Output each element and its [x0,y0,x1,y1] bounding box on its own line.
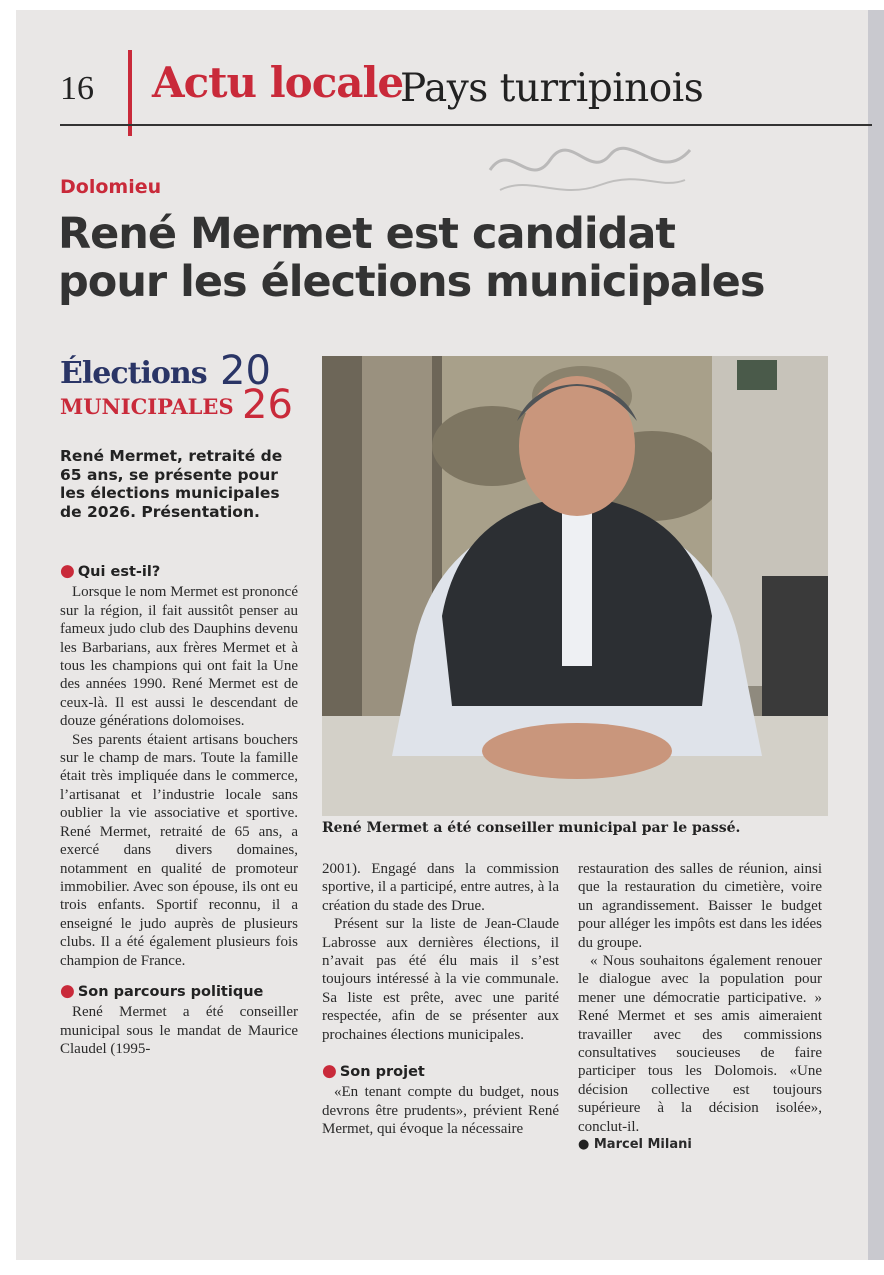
header-rule [60,124,872,126]
paragraph: restauration des salles de réunion, ainsi que la restauration du cimetière, voire un agrandissement. Baisser le budget pour alléger les impôts est dans les idées du groupe. [578,861,822,951]
bullet-icon: ● [578,1137,590,1153]
subheading-qui-est-il: ● Qui est-il? [60,561,161,581]
section-region: Pays turripinois [400,66,704,111]
paragraph: « Nous souhaitons également renouer le dialogue avec la population pour mener une démocratie participative. » René Mermet et ses amis aimeraient travailler avec des commissions consultatives soucieuses de faire participer tous les Dolomois. «Une décision collective est toujours supérieure à la décision isolée», conclut-il. [578,953,822,1135]
subheading-parcours-politique: ● Son parcours politique [60,980,264,1001]
headline-line-1: René Mermet est candidat [58,209,675,259]
bullet-icon: ● [322,1061,337,1082]
headline-line-2: pour les élections municipales [58,257,765,307]
article-column-1 [60,550,298,1059]
article-photo [322,356,828,816]
bullet-icon: ● [60,561,75,581]
subheading-son-projet: ● Son projet [322,1061,425,1082]
page-number: 16 [60,70,94,107]
paragraph: René Mermet a été conseiller municipal sous le mandat de Maurice Claudel (1995- [60,1004,298,1058]
article-lead: René Mermet, retraité de 65 ans, se présente pour les élections municipales de 2026. Présentation. [60,447,283,521]
paragraph: «En tenant compte du budget, nous devrons être prudents», prévient René Mermet, qui évoque la nécessaire [322,1084,559,1138]
article-column-2 [322,860,559,1139]
scan-right-edge [868,10,884,1260]
logo-municipales: MUNICIPALES [60,394,234,419]
paragraph: Ses parents étaient artisans bouchers sur le champ de mars. Toute la famille était très impliquée dans le commerce, l’artisanat et l’industrie locale sans oublier la vie associative et sportive. René Mermet, retraité de 65 ans, a exercé dans divers domaines, notamment en qualité de promoteur immobilier. Avec son épouse, ils ont eu trois enfants. Sportif reconnu, il a enseigné le judo auprès de plusieurs clubs. Il a été également plusieurs fois champion de France. [60,731,298,969]
author-signature: ● Marcel Milani [578,1137,692,1153]
logo-year-bottom: 26 [242,382,293,428]
article-kicker: Dolomieu [60,176,162,198]
section-rubric: Actu locale [152,58,404,107]
article-column-3 [578,860,822,1155]
logo-year-top: 20 [220,348,271,394]
scan-top-margin [16,0,884,10]
article-headline [58,210,798,306]
paragraph: 2001). Engagé dans la commission sportive, il a participé, entre autres, à la création du stade des Drue. [322,861,559,914]
handwritten-annotation [470,130,710,210]
bullet-icon: ● [60,980,75,1001]
elections-logo [60,348,310,428]
photo-caption: René Mermet a été conseiller municipal par le passé. [322,820,741,836]
logo-elections: Élections [60,356,207,391]
paragraph: Lorsque le nom Mermet est prononcé sur la région, il fait aussitôt penser au fameux judo club des Dauphins devenu les Barbarians, aux frères Mermet et à tous les champions qui ont fait la Une des années 1990. René Mermet est de ceux-là. Il est aussi le descendant de douze générations dolomoises. [60,584,298,730]
paragraph: Présent sur la liste de Jean-Claude Labrosse aux dernières élections, il n’avait pas été élu mais il s’est toujours intéressé à la vie communale. Sa liste est prête, avec une parité respectée, afin de se présenter aux prochaines élections municipales. [322,916,559,1043]
